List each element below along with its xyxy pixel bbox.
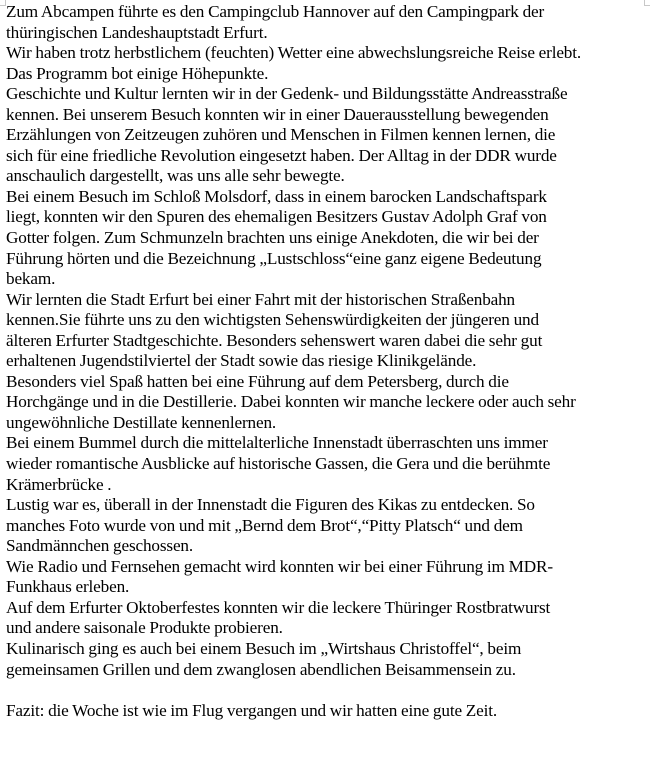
text-line: manches Foto wurde von und mit „Bernd dem Brot“,“Pitty Platsch“ und dem: [6, 515, 523, 535]
text-line: Führung hörten und die Bezeichnung „Lustschloss“eine ganz eigene Bedeutung: [6, 248, 542, 268]
text-line: thüringischen Landeshauptstadt Erfurt.: [6, 22, 268, 42]
text-line: Besonders viel Spaß hatten bei eine Führung auf dem Petersberg, durch die: [6, 371, 509, 391]
text-line: Sandmännchen geschossen.: [6, 536, 194, 556]
text-line: Auf dem Erfurter Oktoberfestes konnten wir die leckere Thüringer Rostbratwurst: [6, 597, 551, 617]
text-line: kennen.Sie führte uns zu den wichtigsten Sehenswürdigkeiten der jüngeren und: [6, 310, 539, 330]
text-line: Wir lernten die Stadt Erfurt bei einer Fahrt mit der historischen Straßenbahn: [6, 289, 515, 309]
text-line: älteren Erfurter Stadtgeschichte. Besonders sehenswert waren dabei die sehr gut: [6, 330, 543, 350]
blank-line: [6, 680, 650, 701]
text-line: Gotter folgen. Zum Schmunzeln brachten uns einige Anekdoten, die wir bei der: [6, 228, 539, 248]
text-line: Kulinarisch ging es auch bei einem Besuch im „Wirtshaus Christoffel“, beim: [6, 638, 522, 658]
text-line: Lustig war es, überall in der Innenstadt die Figuren des Kikas zu entdecken. So: [6, 495, 535, 515]
text-line: liegt, konnten wir den Spuren des ehemaligen Besitzers Gustav Adolph Graf von: [6, 207, 547, 227]
text-line: gemeinsamen Grillen und dem zwanglosen abendlichen Beisammensein zu.: [6, 659, 516, 679]
text-line: Bei einem Bummel durch die mittelalterliche Innenstadt überraschten uns immer: [6, 433, 548, 453]
text-line: und andere saisonale Produkte probieren.: [6, 618, 283, 638]
text-line: sich für eine friedliche Revolution eingesetzt haben. Der Alltag in der DDR wurde: [6, 145, 557, 165]
text-line: erhaltenen Jugendstilviertel der Stadt sowie das riesige Klinikgelände.: [6, 351, 477, 371]
text-line: bekam.: [6, 269, 56, 289]
text-line: Zum Abcampen führte es den Campingclub Hannover auf den Campingpark der: [6, 2, 545, 21]
text-line: Horchgänge und in die Destillerie. Dabei konnten wir manche leckere oder auch sehr: [6, 392, 576, 412]
text-line: Funkhaus erleben.: [6, 577, 130, 597]
text-line: Fazit: die Woche ist wie im Flug vergangen und wir hatten eine gute Zeit.: [6, 700, 497, 720]
text-line: Erzählungen von Zeitzeugen zuhören und Menschen in Filmen kennen lernen, die: [6, 125, 556, 145]
text-line: Geschichte und Kultur lernten wir in der Gedenk- und Bildungsstätte Andreasstraße: [6, 84, 568, 104]
text-line: ungewöhnliche Destillate kennenlernen.: [6, 412, 277, 432]
document-body: [6, 2, 650, 721]
text-line: Wir haben trotz herbstlichem (feuchten) Wetter eine abwechslungsreiche Reise erlebt.: [6, 43, 582, 63]
text-line: kennen. Bei unserem Besuch konnten wir in einer Dauerausstellung bewegenden: [6, 104, 549, 124]
text-line: anschaulich dargestellt, was uns alle sehr bewegte.: [6, 166, 345, 186]
text-line: Bei einem Besuch im Schloß Molsdorf, dass in einem barocken Landschaftspark: [6, 186, 547, 206]
text-line: Krämerbrücke .: [6, 474, 112, 494]
text-line: Wie Radio und Fernsehen gemacht wird konnten wir bei einer Führung im MDR-: [6, 556, 553, 576]
text-line: Das Programm bot einige Höhepunkte.: [6, 63, 269, 83]
text-line: wieder romantische Ausblicke auf historische Gassen, die Gera und die berühmte: [6, 454, 551, 474]
